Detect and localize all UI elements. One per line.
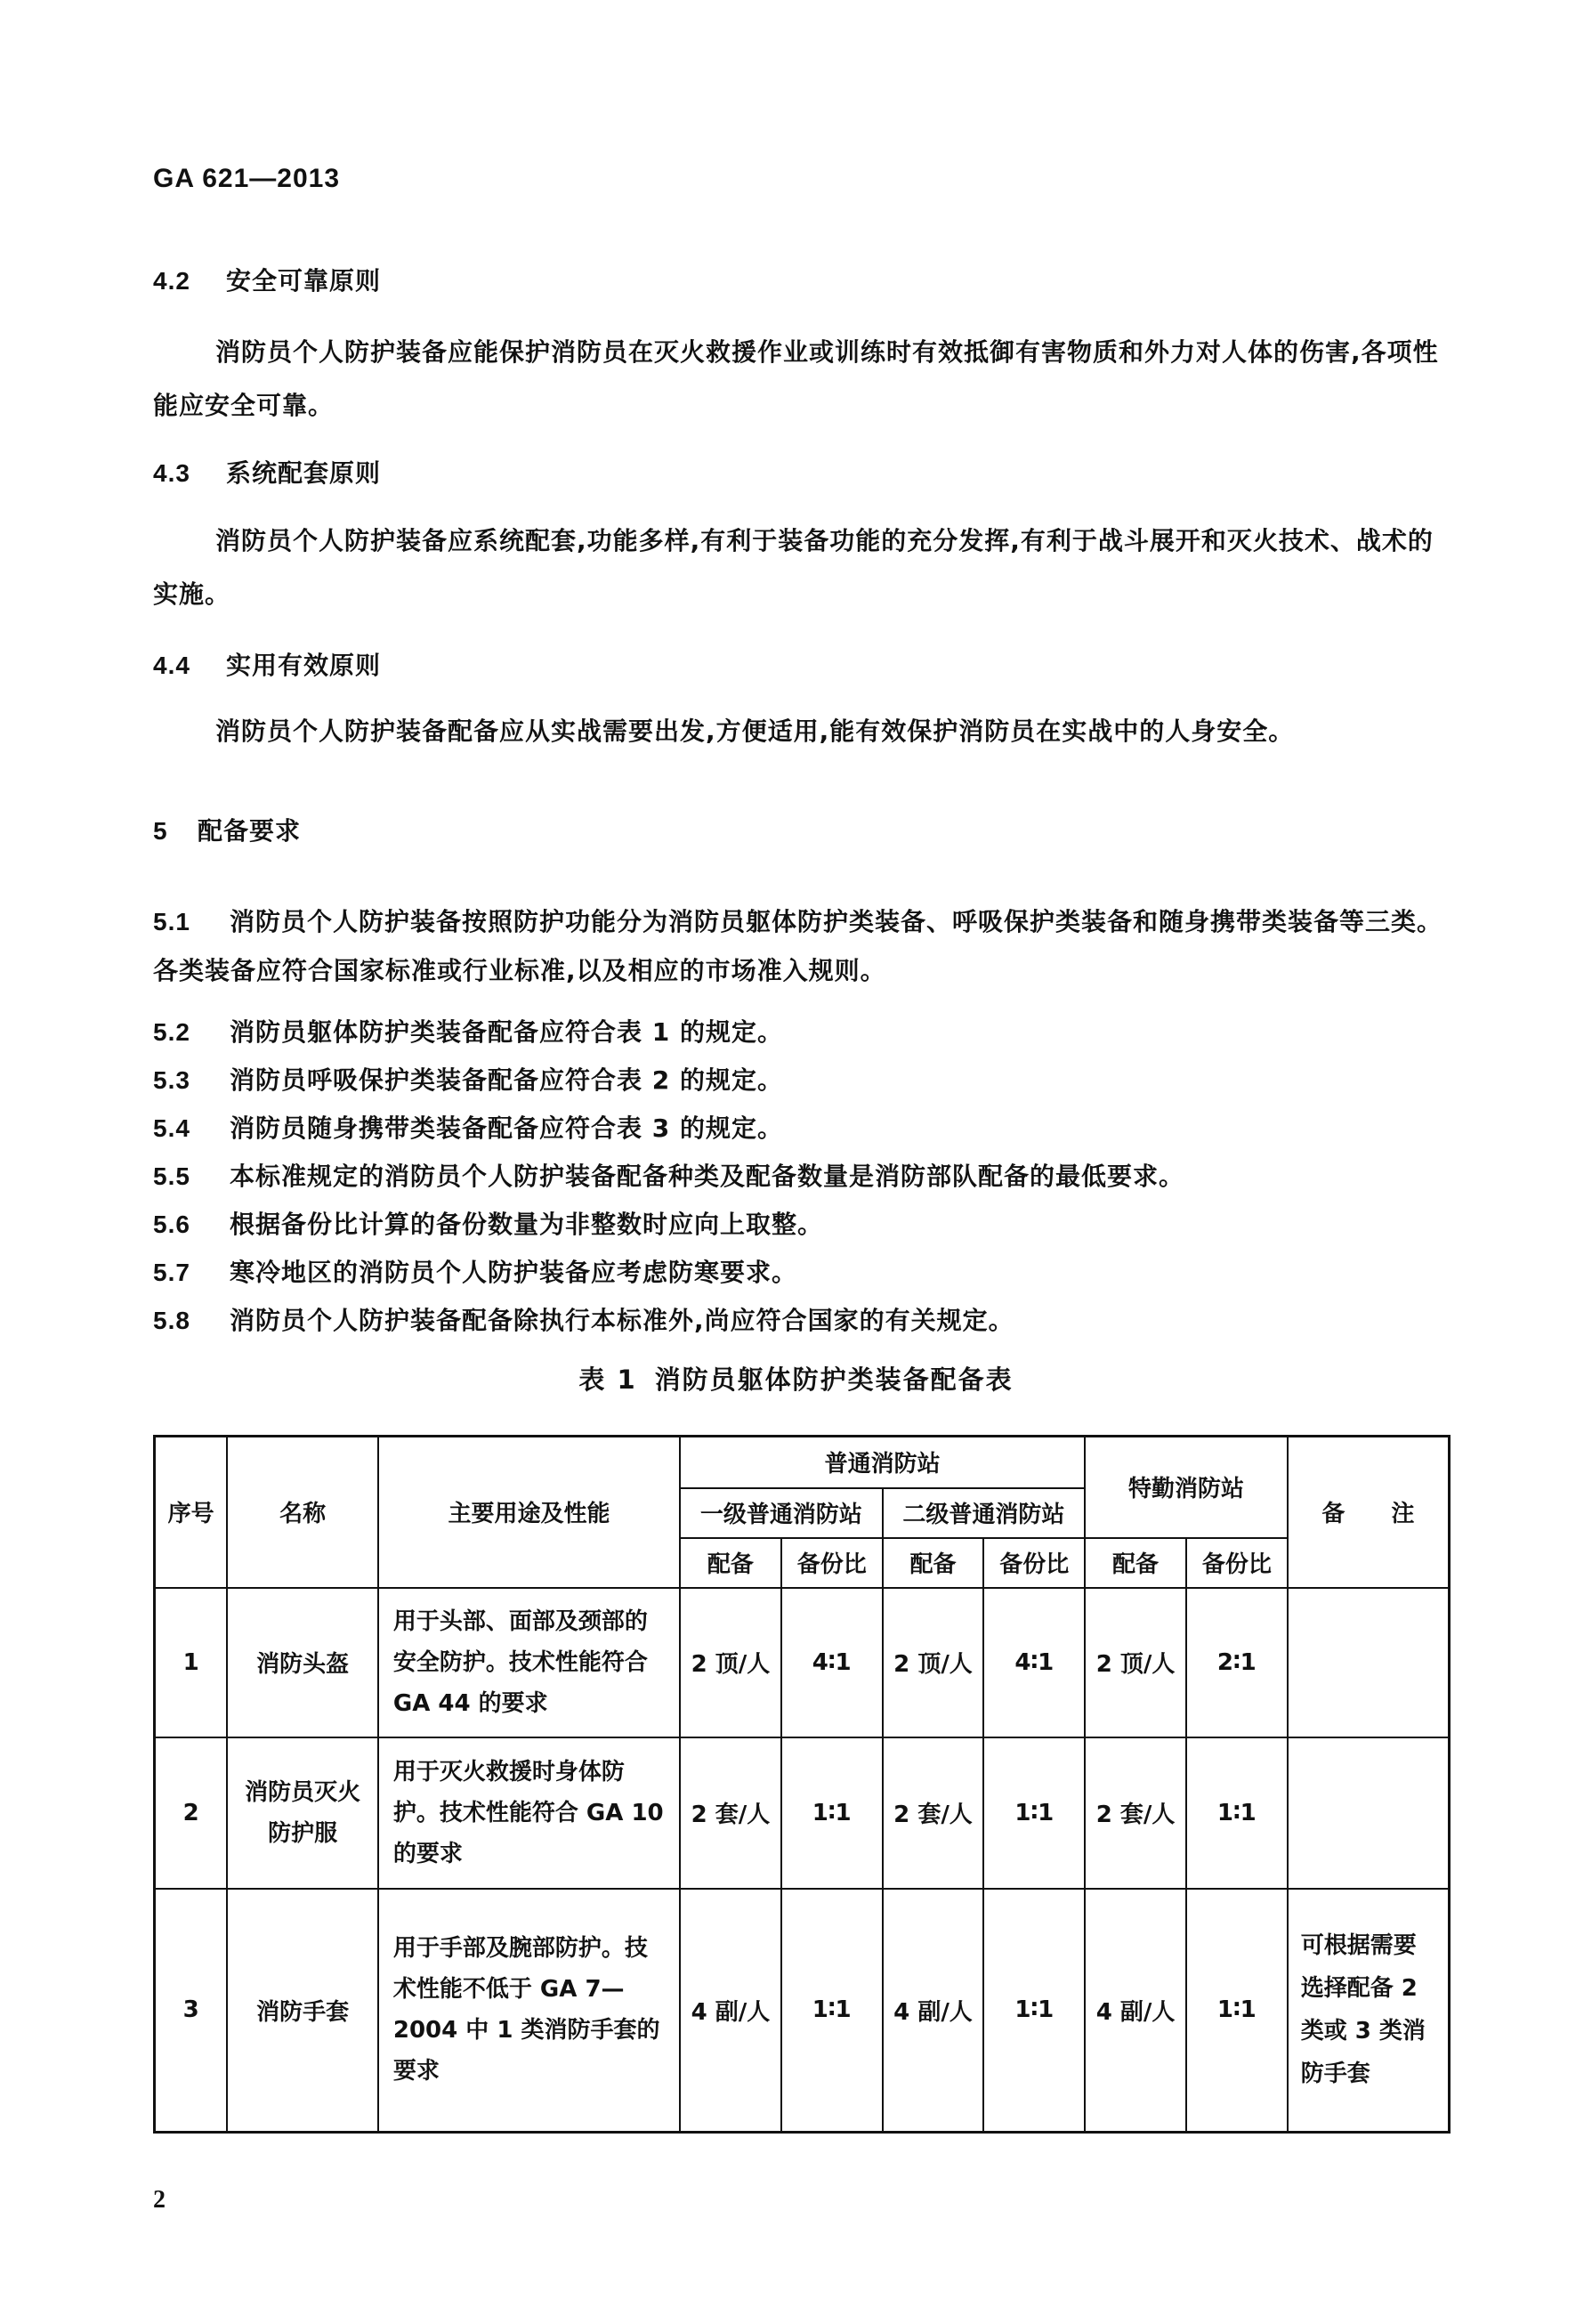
item-5-3 (153, 1056, 1452, 1105)
header-seq: 序号 (155, 1437, 228, 1588)
section-title: 安全可靠原则 (226, 266, 382, 296)
section-number: 4.4 (153, 652, 190, 679)
item-number: 5.3 (153, 1066, 190, 1094)
section-number: 4.2 (153, 267, 190, 295)
row-name: 消防头盔 (227, 1588, 378, 1737)
table-row (155, 1588, 1450, 1737)
item-5-7 (153, 1248, 1452, 1297)
header-l1-equip: 配备 (680, 1538, 781, 1588)
chapter-title: 配备要求 (198, 816, 302, 846)
row-l1-backup: 1∶1 (781, 1889, 883, 2133)
item-number: 5.1 (153, 908, 190, 935)
item-5-8 (153, 1296, 1452, 1345)
section-title: 系统配套原则 (226, 458, 382, 488)
row-seq: 1 (155, 1588, 228, 1737)
section-number: 4.3 (153, 459, 190, 487)
header-usage: 主要用途及性能 (378, 1437, 680, 1588)
row-seq: 2 (155, 1737, 228, 1889)
item-5-4 (153, 1104, 1452, 1153)
row-l1-equip: 4 副/人 (680, 1889, 781, 2133)
header-special-station: 特勤消防站 (1085, 1437, 1288, 1538)
table-row (155, 1737, 1450, 1889)
chapter-number: 5 (153, 817, 168, 845)
section-heading-4-4 (153, 646, 381, 682)
item-text: 消防员躯体防护类装备配备应符合表 1 的规定。 (230, 1017, 783, 1047)
item-text: 根据备份比计算的备份数量为非整数时应向上取整。 (230, 1210, 824, 1239)
item-5-5 (153, 1152, 1452, 1201)
item-5-6 (153, 1200, 1452, 1249)
row-l2-equip: 4 副/人 (883, 1889, 984, 2133)
item-5-1 (153, 897, 1452, 995)
row-usage: 用于灭火救援时身体防护。技术性能符合 GA 10 的要求 (378, 1737, 680, 1889)
header-l2-equip: 配备 (883, 1538, 984, 1588)
row-l1-equip: 2 顶/人 (680, 1588, 781, 1737)
item-text: 消防员呼吸保护类装备配备应符合表 2 的规定。 (230, 1065, 783, 1095)
row-usage: 用于头部、面部及颈部的安全防护。技术性能符合 GA 44 的要求 (378, 1588, 680, 1737)
row-sp-backup: 2∶1 (1186, 1588, 1288, 1737)
table-caption: 消防员躯体防护类装备配备表 (654, 1364, 1014, 1395)
header-level1-station: 一级普通消防站 (680, 1488, 883, 1538)
header-name: 名称 (227, 1437, 378, 1588)
table-title (0, 1360, 1592, 1397)
section-title: 实用有效原则 (226, 651, 382, 680)
row-remark: 可根据需要选择配备 2 类或 3 类消防手套 (1288, 1889, 1450, 2133)
item-text: 本标准规定的消防员个人防护装备配备种类及配备数量是消防部队配备的最低要求。 (230, 1162, 1185, 1191)
standard-code: GA 621—2013 (153, 164, 341, 193)
row-sp-equip: 2 套/人 (1085, 1737, 1186, 1889)
item-text: 消防员个人防护装备按照防护功能分为消防员躯体防护类装备、呼吸保护类装备和随身携带类装备等三类。各类装备应符合国家标准或行业标准,以及相应的市场准入规则。 (153, 907, 1443, 985)
row-seq: 3 (155, 1889, 228, 2133)
row-l2-backup: 1∶1 (983, 1737, 1085, 1889)
row-name: 消防手套 (227, 1889, 378, 2133)
item-text: 寒冷地区的消防员个人防护装备应考虑防寒要求。 (230, 1258, 798, 1287)
row-l1-backup: 4∶1 (781, 1588, 883, 1737)
section-body-4-4: 消防员个人防护装备配备应从实战需要出发,方便适用,能有效保护消防员在实战中的人身安全。 (215, 717, 1295, 746)
item-number: 5.2 (153, 1018, 190, 1046)
item-text: 消防员随身携带类装备配备应符合表 3 的规定。 (230, 1113, 783, 1143)
equipment-table (153, 1435, 1451, 2134)
item-number: 5.7 (153, 1259, 190, 1286)
row-remark (1288, 1737, 1450, 1889)
section-body-4-3: 消防员个人防护装备应系统配套,功能多样,有利于装备功能的充分发挥,有利于战斗展开和灭火技术、战术的实施。 (153, 526, 1434, 609)
header-sp-equip: 配备 (1085, 1538, 1186, 1588)
row-sp-backup: 1∶1 (1186, 1737, 1288, 1889)
section-body-4-2: 消防员个人防护装备应能保护消防员在灭火救援作业或训练时有效抵御有害物质和外力对人体的伤害,各项性能应安全可靠。 (153, 337, 1439, 420)
chapter-heading-5 (153, 812, 301, 847)
section-heading-4-2 (153, 262, 381, 297)
header-ordinary-station: 普通消防站 (680, 1437, 1085, 1488)
item-number: 5.4 (153, 1114, 190, 1142)
row-l2-backup: 1∶1 (983, 1889, 1085, 2133)
row-sp-equip: 4 副/人 (1085, 1889, 1186, 2133)
header-remark: 备 注 (1288, 1437, 1450, 1588)
row-l1-equip: 2 套/人 (680, 1737, 781, 1889)
section-heading-4-3 (153, 454, 381, 490)
page-number: 2 (153, 2186, 166, 2214)
row-usage: 用于手部及腕部防护。技术性能不低于 GA 7—2004 中 1 类消防手套的要求 (378, 1889, 680, 2133)
row-sp-backup: 1∶1 (1186, 1889, 1288, 2133)
item-5-2 (153, 1008, 1452, 1057)
table-label: 表 1 (578, 1364, 637, 1395)
header-level2-station: 二级普通消防站 (883, 1488, 1086, 1538)
item-number: 5.5 (153, 1162, 190, 1190)
row-remark (1288, 1588, 1450, 1737)
row-l2-equip: 2 套/人 (883, 1737, 984, 1889)
table-row (155, 1889, 1450, 2133)
row-l2-equip: 2 顶/人 (883, 1588, 984, 1737)
row-sp-equip: 2 顶/人 (1085, 1588, 1186, 1737)
header-l2-backup: 备份比 (983, 1538, 1085, 1588)
row-l1-backup: 1∶1 (781, 1737, 883, 1889)
header-row-1 (155, 1437, 1450, 1488)
header-l1-backup: 备份比 (781, 1538, 883, 1588)
header-sp-backup: 备份比 (1186, 1538, 1288, 1588)
row-l2-backup: 4∶1 (983, 1588, 1085, 1737)
item-text: 消防员个人防护装备配备除执行本标准外,尚应符合国家的有关规定。 (230, 1306, 1014, 1335)
item-number: 5.8 (153, 1307, 190, 1334)
row-name: 消防员灭火防护服 (227, 1737, 378, 1889)
item-number: 5.6 (153, 1211, 190, 1238)
